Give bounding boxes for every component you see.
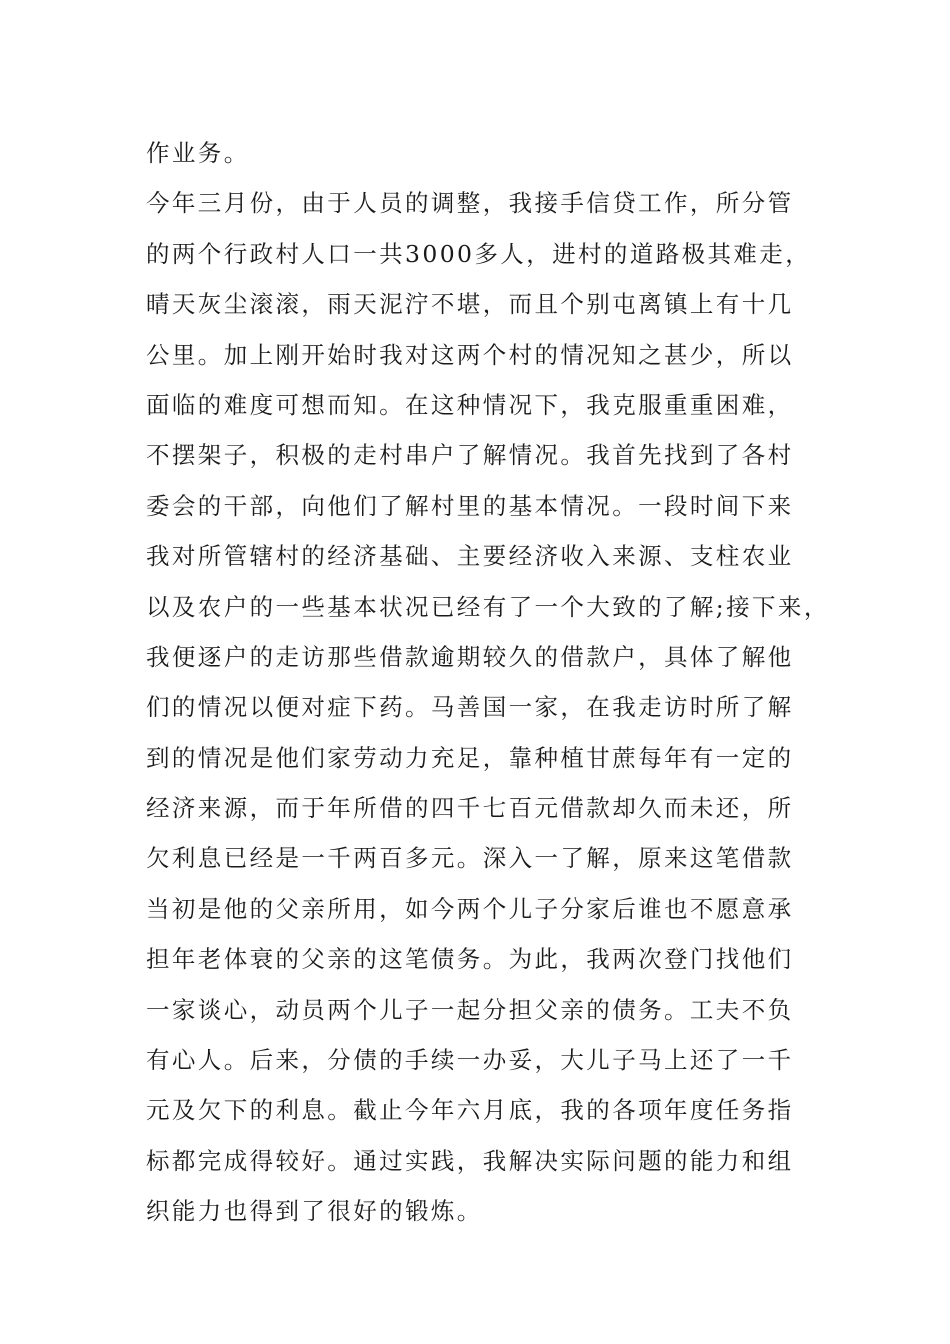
text-line: 当初是他的父亲所用，如今两个儿子分家后谁也不愿意承 [146,894,794,923]
text-line: 我便逐户的走访那些借款逾期较久的借款户，具体了解他 [146,642,794,671]
text-line: 以及农户的一些基本状况已经有了一个大致的了解;接下来， [146,592,830,621]
text-line: 到的情况是他们家劳动力充足，靠种植甘蔗每年有一定的 [146,743,794,772]
text-line: 作业务。 [146,139,250,167]
text-line: 们的情况以便对症下药。马善国一家，在我走访时所了解 [146,693,794,722]
text-line: 有心人。后来，分债的手续一办妥，大儿子马上还了一千 [146,1046,794,1075]
text-line: 经济来源，而于年所借的四千七百元借款却久而未还，所 [146,794,794,823]
text-line: 我对所管辖村的经济基础、主要经济收入来源、支柱农业 [146,542,794,571]
text-line: 面临的难度可想而知。在这种情况下，我克服重重困难， [146,390,794,419]
text-line: 欠利息已经是一千两百多元。深入一了解，原来这笔借款 [146,844,794,873]
text-line: 委会的干部，向他们了解村里的基本情况。一段时间下来 [146,491,794,520]
text-line: 标都完成得较好。通过实践，我解决实际问题的能力和组 [146,1146,794,1175]
text-line: 不摆架子，积极的走村串户了解情况。我首先找到了各村 [146,441,794,470]
text-line: 公里。加上刚开始时我对这两个村的情况知之甚少，所以 [146,340,794,369]
text-line: 一家谈心，动员两个儿子一起分担父亲的债务。工夫不负 [146,995,794,1024]
text-line: 担年老体衰的父亲的这笔债务。为此，我两次登门找他们 [146,945,794,974]
body-text [146,128,830,1237]
text-line: 织能力也得到了很好的锻炼。 [146,1197,483,1226]
text-line: 的两个行政村人口一共3000多人，进村的道路极其难走， [146,239,812,268]
text-line: 元及欠下的利息。截止今年六月底，我的各项年度任务指 [146,1096,794,1125]
text-line: 今年三月份，由于人员的调整，我接手信贷工作，所分管 [146,189,794,218]
text-line: 晴天灰尘滚滚，雨天泥泞不堪，而且个别屯离镇上有十几 [146,290,794,319]
